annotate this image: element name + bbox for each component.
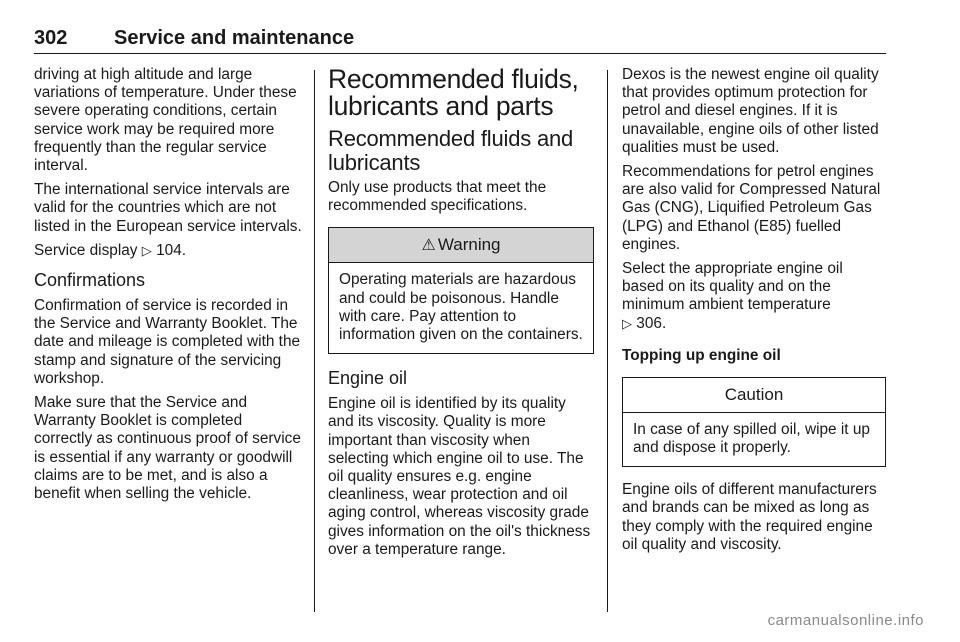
paragraph: Confirmation of service is recorded in the Service and Warranty Booklet. The date and mileage is completed with the stamp and signature of the servicing workshop.: [34, 297, 301, 387]
topping-up-heading: Topping up engine oil: [622, 346, 781, 364]
reference-page: 306.: [632, 314, 667, 332]
warning-triangle-icon: ⚠: [421, 237, 436, 255]
paragraph-text: Select the appropriate engine oil based on its quality and on the minimum ambient temperature: [622, 260, 843, 314]
warning-header: [329, 228, 593, 263]
column-divider: [314, 70, 315, 612]
column-2: [328, 66, 594, 565]
warning-text: Operating materials are hazardous and could be poisonous. Handle with care. Pay attention to information given on the containers.: [339, 271, 583, 344]
page-number: 302: [34, 27, 68, 49]
column-1: [34, 66, 302, 509]
paragraph: driving at high altitude and large variations of temperature. Under these severe operating conditions, certain service work may be required more frequently than the regular service interval.: [34, 66, 297, 175]
column-3: [622, 66, 886, 560]
section-title: Service and maintenance: [114, 27, 355, 49]
page-header: [34, 27, 886, 54]
paragraph: Engine oil is identified by its quality and its viscosity. Quality is more important than viscosity when selecting which engine oil to use. The oil quality ensures e.g. engine cleanliness, wear protection and oil aging control, whereas viscosity grade gives information on the oil's thickness over a temperature range.: [328, 395, 591, 558]
caution-box: [622, 377, 886, 467]
confirmations-heading: Confirmations: [34, 270, 146, 291]
paragraph: Recommendations for petrol engines are also valid for Compressed Natural Gas (CNG), Liquified Petroleum Gas (LPG) and Ethanol (E85) fuelled engines.: [622, 163, 881, 253]
paragraph: Engine oils of different manufacturers and brands can be mixed as long as they comply with the required engine oil quality and viscosity.: [622, 481, 877, 553]
page-reference-arrow-icon: ▷: [141, 242, 152, 258]
caution-header: Caution: [623, 378, 885, 413]
paragraph: Dexos is the newest engine oil quality that provides optimum protection for petrol and diesel engines. If it is unavailable, engine oils of other listed qualities must be used.: [622, 66, 879, 156]
column-divider: [607, 70, 608, 612]
page-reference-arrow-icon: ▷: [622, 315, 632, 331]
sub-heading: Recommended fluids and lubricants: [328, 126, 574, 175]
main-heading: Recommended fluids, lubricants and parts: [328, 64, 579, 121]
paragraph: The international service intervals are valid for the countries which are not listed in the European service intervals.: [34, 181, 302, 235]
reference-text: Service display: [34, 241, 138, 259]
paragraph: [622, 260, 886, 333]
watermark: carmanualsonline.info: [767, 612, 924, 629]
paragraph: Make sure that the Service and Warranty Booklet is completed correctly as continuous proof of service is essential if any warranty or goodwill claims are to be met, and is also a benefit when selling the vehicle.: [34, 394, 301, 503]
temperature-reference[interactable]: [622, 315, 666, 332]
warning-box: [328, 227, 594, 354]
warning-label: Warning: [437, 235, 501, 255]
paragraph: Only use products that meet the recommended specifications.: [328, 179, 547, 215]
caution-text: In case of any spilled oil, wipe it up and dispose it properly.: [633, 420, 870, 457]
reference-page: 104.: [151, 241, 187, 259]
service-display-reference[interactable]: [34, 242, 302, 260]
engine-oil-heading: Engine oil: [328, 368, 408, 389]
